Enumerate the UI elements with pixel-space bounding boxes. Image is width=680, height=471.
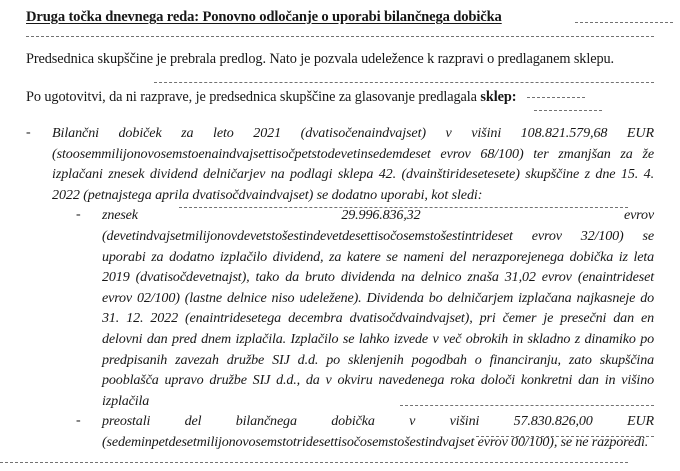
intro-paragraph: Predsednica skupščine je prebrala predlog. Nato je pozvala udeležence k razpravi o predlaganem sklepu. [26, 51, 615, 67]
list-item-text: znesek 29.996.836,32 evrov (devetindvajsetmilijonovdevetstošestindevetdesettisočosemstošestintrideset evrov 32/100) se uporabi za dodatno izplačilo dividend, za katere se nameni del nerazporejenega dobička iz leta 2019 (dvatisočdevetnajst), tako da bruto dividenda na delnico znaša 31,02 evrov (enaintrideset evrov 02/100) (lastne delnice niso udeležene). Dividenda bo delničarjem izplačana najkasneje do 31. 12. 2022 (enaintridesetega decembra dvatisočdvaindvajset), pri čemer je presečni dan en delovni dan pred dnem izplačila. Izplačilo se lahko izvede v več obrokih in skladno z dinamiko po predpisanih zavezah družbe SIJ d.d. po sklenjenih pogodbah o financiranju, zato skupščina pooblašča upravo družbe SIJ d.d., da v okviru navedenega roka določi konkretni dan in višino izplačila [102, 207, 654, 409]
vote-lead-emphasis: sklep: [480, 89, 517, 105]
vote-lead-text: Po ugotovitvi, da ni razprave, je predsednica skupščine za glasovanje predlagala [26, 89, 481, 105]
footer-rule-block [26, 453, 654, 471]
scan-dash-artifact [154, 82, 654, 83]
scan-dash-artifact [0, 462, 628, 463]
bullet-marker: - [26, 125, 31, 140]
page-title: Druga točka dnevnega reda: Ponovno odločanje o uporabi bilančnega dobička [26, 9, 502, 25]
bullet-marker: - [76, 413, 81, 429]
scan-dash-artifact [26, 36, 654, 37]
intro-paragraph-block [26, 49, 654, 70]
heading-row [26, 8, 654, 30]
spacer [26, 70, 654, 87]
resolution-list [26, 123, 654, 453]
scan-dash-artifact [527, 97, 585, 98]
vote-lead-block [26, 87, 654, 108]
list-item [76, 205, 654, 411]
list-item [76, 411, 654, 452]
scan-dash-artifact [534, 110, 602, 111]
spacer [26, 30, 654, 49]
bullet-marker: - [76, 207, 81, 223]
list-item-text: preostali del bilančnega dobička v višini 57.830.826,00 EUR (sedeminpetdesetmilijonovosemstotridesettisočosemstošestindvajset evrov 00/100), se ne razporedi. [102, 413, 654, 450]
scan-dash-artifact [400, 405, 654, 406]
list-item [26, 123, 654, 453]
resolution-sublist [52, 205, 654, 452]
scan-dash-artifact [476, 436, 654, 437]
list-item-text: Bilančni dobiček za leto 2021 (dvatisočenaindvajset) v višini 108.821.579,68 EUR (stoosemmilijonovosemstoenaindvajsettisočpetstodevetinsedemdeset evrov 68/100) ter zmanjšan za že izplačani znesek dividend delničarjev na podlagi sklepa 42. (dvainštiridesetesete) skupščine z dne 15. 4. 2022 (petnajstega aprila dvatisočdvaindvajset) se dodatno uporabi, kot sledi: [52, 125, 654, 203]
document-body [26, 8, 654, 471]
scan-dash-artifact [575, 22, 673, 23]
